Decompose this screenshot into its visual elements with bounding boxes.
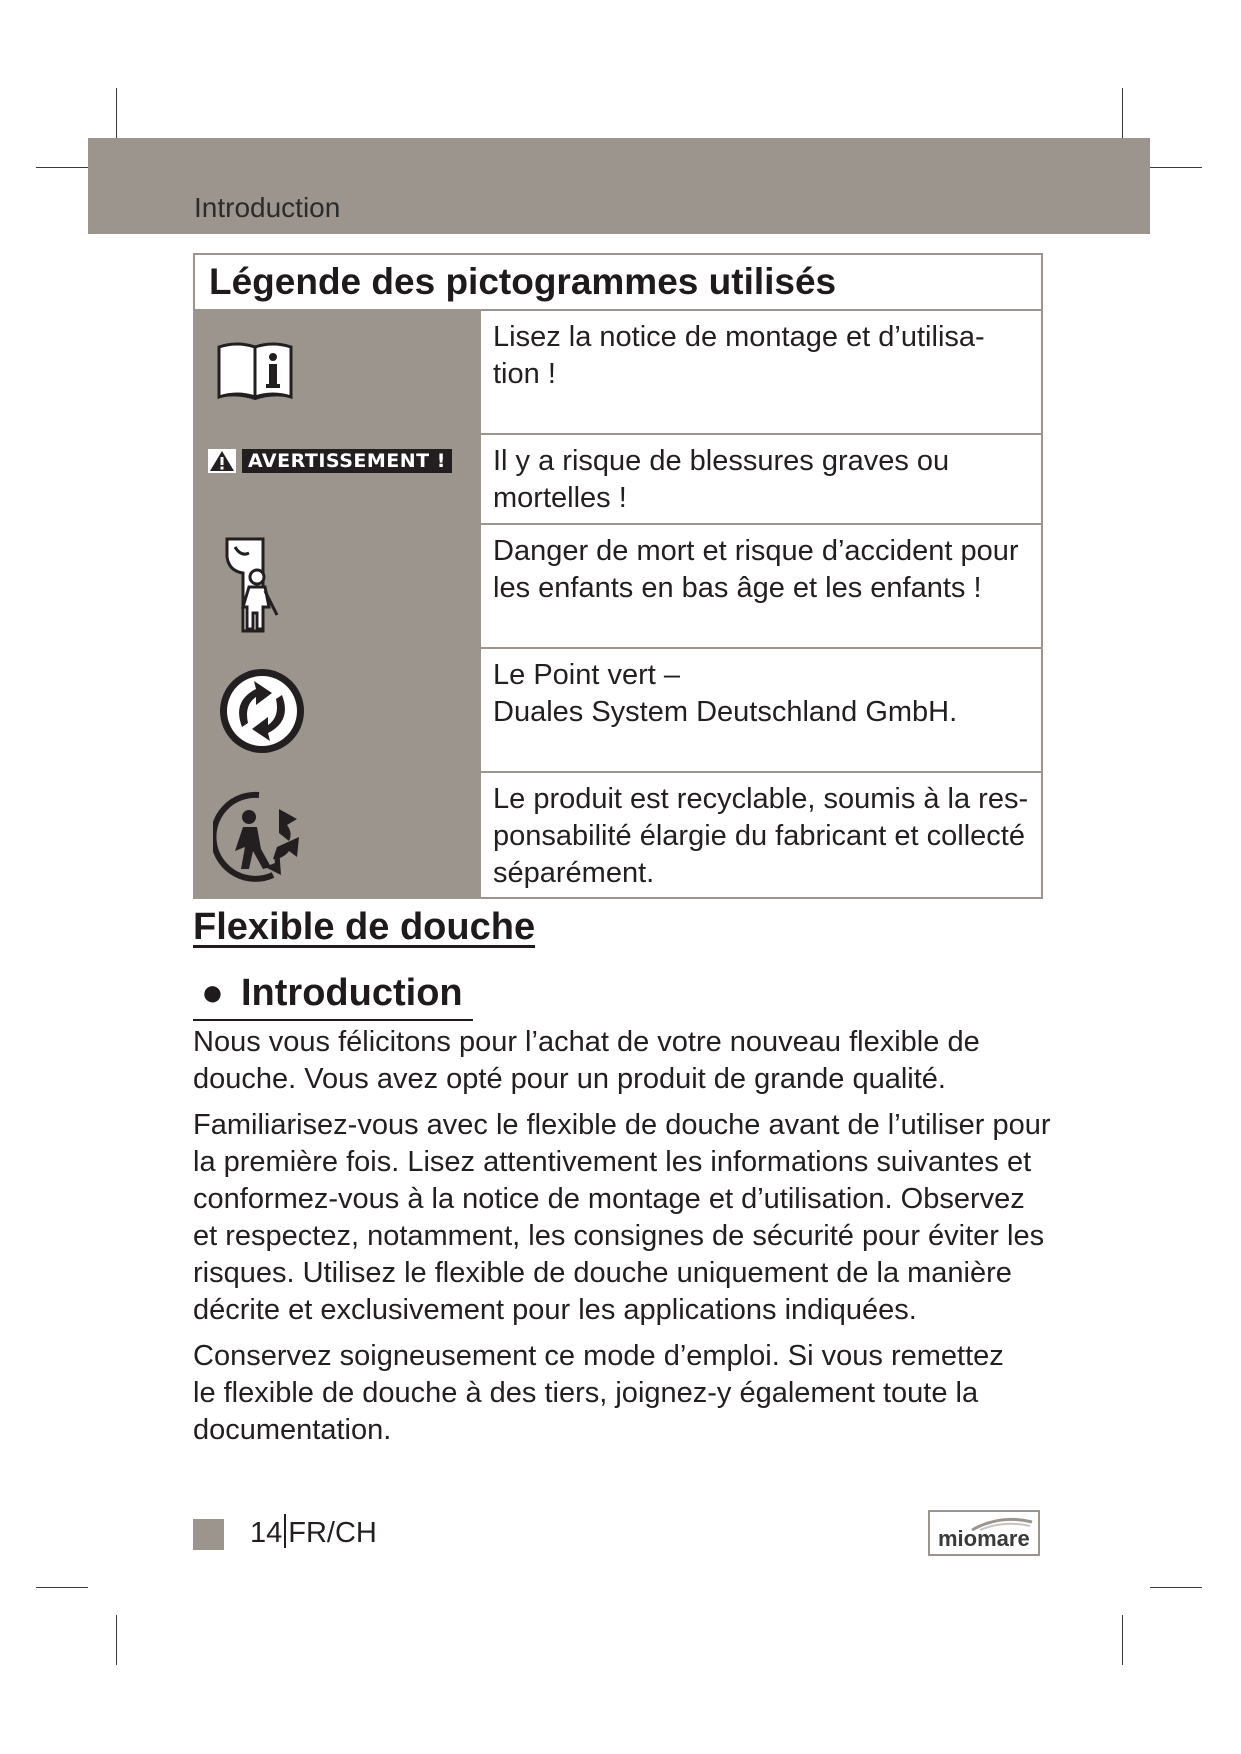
paragraph: Familiarisez-vous avec le flexible de douche avant de l’utiliser pour la première fois. Lisez attentivement les informations suivantes et conformez-vous à la notice de montage et d’utilisation. Observez et respectez, notamment, les consignes de sécurité pour éviter les risques. Utilisez le flexible de douche uniquement de la manière décrite et exclusivement pour les applications indiquées. bbox=[193, 1109, 1051, 1326]
legend-icon-cell bbox=[195, 649, 481, 771]
header-band bbox=[88, 138, 1150, 234]
brand-name: miomare bbox=[938, 1526, 1030, 1551]
legend-row bbox=[195, 773, 1041, 897]
legend-text-row-1: Lisez la notice de montage et d’utilisa- tion ! bbox=[493, 321, 985, 390]
introduction-body bbox=[193, 1024, 1053, 1458]
legend-row bbox=[195, 649, 1041, 773]
introduction-heading bbox=[193, 972, 473, 1021]
legend-icon-cell bbox=[195, 311, 481, 433]
pictogram-legend-table bbox=[193, 253, 1043, 899]
page-number bbox=[250, 1514, 377, 1550]
legend-row bbox=[195, 311, 1041, 435]
header-section-title: Introduction bbox=[194, 192, 341, 223]
legend-title: Légende des pictogrammes utilisés bbox=[195, 255, 1041, 311]
legend-text-row-2: Il y a risque de blessures graves ou mortelles ! bbox=[493, 445, 950, 514]
legend-text-row-3: Danger de mort et risque d’accident pour les enfants en bas âge et les enfants ! bbox=[493, 535, 1019, 604]
crop-mark bbox=[116, 88, 117, 138]
crop-mark bbox=[1150, 1587, 1202, 1588]
legend-text bbox=[481, 649, 1041, 771]
crop-mark bbox=[36, 167, 88, 168]
green-dot-icon bbox=[218, 667, 306, 755]
legend-text-row-5: Le produit est recyclable, soumis à la res- ponsabilité élargie du fabricant et collecté séparément. bbox=[493, 783, 1029, 889]
legend-row bbox=[195, 435, 1041, 525]
triman-recycle-icon bbox=[213, 789, 313, 885]
legend-text bbox=[481, 435, 1041, 523]
manual-info-icon bbox=[217, 341, 295, 403]
paragraph: Nous vous félicitons pour l’achat de votre nouveau flexible de douche. Vous avez opté pour un produit de grande qualité. bbox=[193, 1026, 980, 1095]
brand-logo bbox=[928, 1510, 1040, 1556]
bullet-icon: ● bbox=[201, 972, 224, 1014]
paragraph: Conservez soigneusement ce mode d’emploi. Si vous remettez le flexible de douche à des tiers, joignez-y également toute la documentation. bbox=[193, 1340, 1004, 1446]
legend-text bbox=[481, 525, 1041, 647]
legend-text-row-4: Le Point vert – Duales System Deutschland GmbH. bbox=[493, 659, 958, 728]
introduction-heading-text: Introduction bbox=[241, 972, 463, 1014]
page-number-value: 14 bbox=[250, 1517, 283, 1549]
legend-icon-cell bbox=[195, 435, 481, 523]
crop-mark bbox=[1150, 167, 1202, 168]
legend-row bbox=[195, 525, 1041, 649]
legend-text bbox=[481, 311, 1041, 433]
warning-badge bbox=[208, 449, 452, 473]
warning-badge-label: AVERTISSEMENT ! bbox=[242, 449, 452, 473]
legend-icon-cell bbox=[195, 525, 481, 647]
language-code: FR/CH bbox=[288, 1517, 377, 1549]
crop-mark bbox=[1122, 88, 1123, 138]
footer-marker bbox=[193, 1519, 224, 1550]
legend-icon-cell bbox=[195, 773, 481, 897]
page-separator bbox=[284, 1514, 286, 1548]
crop-mark bbox=[1122, 1615, 1123, 1665]
crop-mark bbox=[116, 1615, 117, 1665]
child-danger-icon bbox=[213, 533, 283, 637]
crop-mark bbox=[36, 1587, 88, 1588]
warning-triangle-icon bbox=[208, 449, 236, 473]
product-title: Flexible de douche bbox=[193, 906, 536, 948]
legend-text bbox=[481, 773, 1041, 897]
